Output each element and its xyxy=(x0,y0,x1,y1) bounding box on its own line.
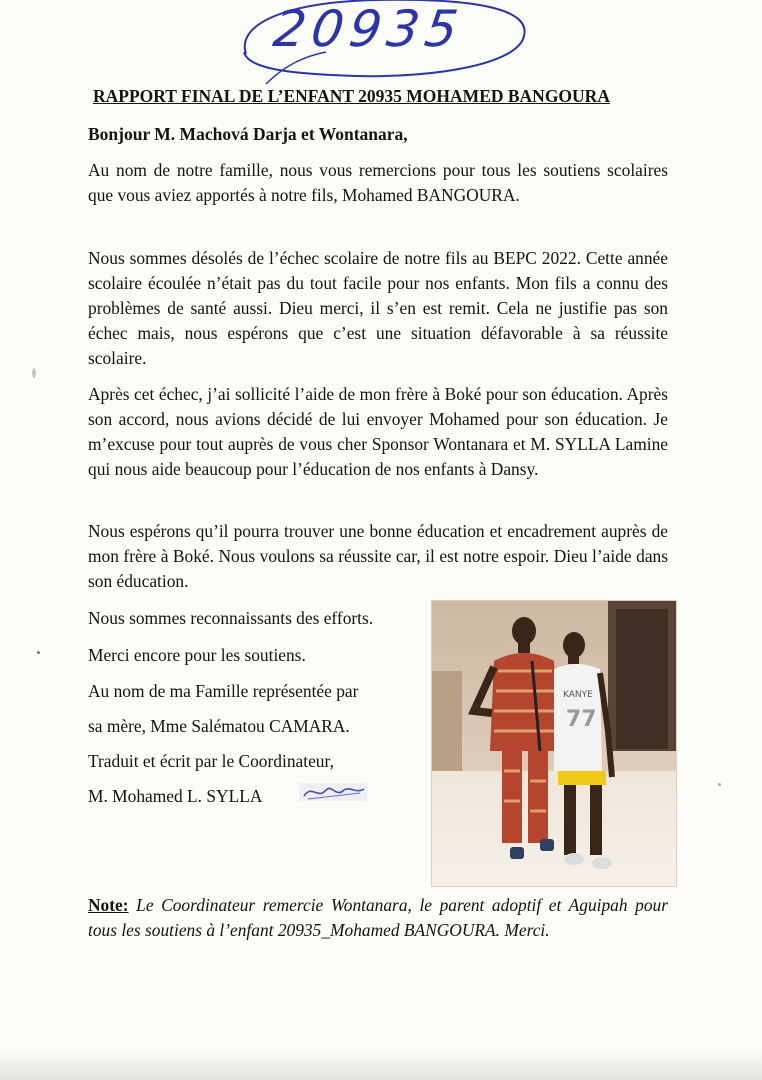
report-title: RAPPORT FINAL DE L’ENFANT 20935 MOHAMED BANGOURA xyxy=(93,86,610,106)
closing-line-4: sa mère, Mme Salématou CAMARA. xyxy=(88,716,350,736)
paragraph-4: Nous espérons qu’il pourra trouver une bonne éducation et encadrement auprès de mon frère à Boké. Nous voulons sa réussite car, il est notre espoir. Dieu l’aide dans son éducation. xyxy=(88,521,668,591)
closing-line-5: Traduit et écrit par le Coordinateur, xyxy=(88,751,334,771)
svg-text:77: 77 xyxy=(566,707,597,732)
signature-image xyxy=(298,780,368,804)
note-label: Note: xyxy=(88,895,129,915)
scan-speck xyxy=(32,368,36,378)
scan-speck xyxy=(37,651,40,654)
paragraph-2: Nous sommes désolés de l’échec scolaire de notre fils au BEPC 2022. Cette année scolaire écoulée n’était pas du tout facile pour nos enfants. Mon fils a connu des problèmes de santé aussi. Dieu merci, il s’en est remit. Cela ne justifie pas son échec mais, nous espérons que c’est une situation défavorable à sa réussite scolaire. xyxy=(88,248,668,368)
coordinator-note xyxy=(88,893,668,943)
paragraph-1: Au nom de notre famille, nous vous remercions pour tous les soutiens scolaires que vous aviez apportés à notre fils, Mohamed BANGOURA. xyxy=(88,160,668,205)
closing-line-3: Au nom de ma Famille représentée par xyxy=(88,681,359,701)
scan-speck xyxy=(718,783,721,786)
closing-line-2: Merci encore pour les soutiens. xyxy=(88,645,306,665)
handwritten-number: 20935 xyxy=(269,0,468,58)
note-text: Le Coordinateur remercie Wontanara, le parent adoptif et Aguipah pour tous les soutiens à l’enfant 20935_Mohamed BANGOURA. Merci. xyxy=(88,895,668,940)
greeting: Bonjour M. Machová Darja et Wontanara, xyxy=(88,124,408,144)
closing-line-1: Nous sommes reconnaissants des efforts. xyxy=(88,608,374,628)
photo-child-and-coordinator xyxy=(431,600,677,887)
paragraph-3: Après cet échec, j’ai sollicité l’aide de mon frère à Boké pour son éducation. Après son accord, nous avions décidé de lui envoyer Mohamed pour son éducation. Je m’excuse pour tout auprès de vous cher Sponsor Wontanara et M. SYLLA Lamine qui nous aide beaucoup pour l’éducation de nos enfants à Dansy. xyxy=(88,384,668,479)
svg-text:KANYE: KANYE xyxy=(563,690,593,700)
coordinator-name: M. Mohamed L. SYLLA xyxy=(88,786,263,806)
